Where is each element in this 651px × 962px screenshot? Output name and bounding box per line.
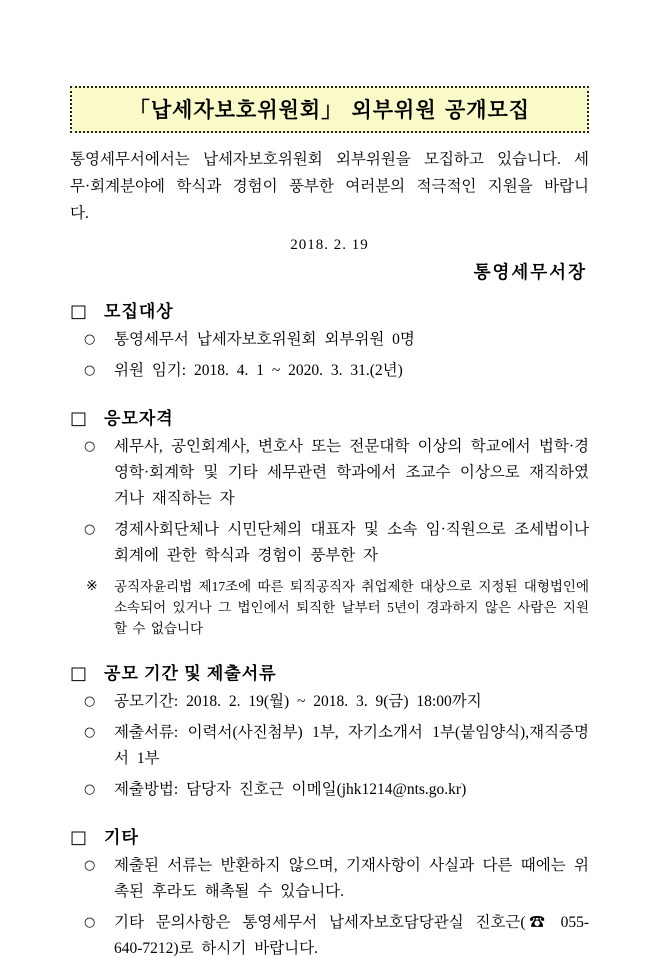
circle-marker-icon: ○ [84, 915, 96, 930]
circle-marker-icon: ○ [84, 439, 96, 454]
intro-paragraph: 통영세무서에서는 납세자보호위원회 외부위원을 모집하고 있습니다. 세무·회계분야에 학식과 경험이 풍부한 여러분의 적극적인 지원을 바랍니다. [70, 151, 589, 222]
circle-marker-icon: ○ [84, 858, 96, 873]
square-marker-icon: □ [70, 301, 89, 322]
list-item-text: 공모기간: 2018. 2. 19(월) ~ 2018. 3. 9(금) 18:00까지 [114, 693, 482, 710]
list-item [70, 910, 589, 962]
square-marker-icon: □ [70, 827, 89, 848]
list-item [70, 434, 589, 512]
circle-marker-icon: ○ [84, 725, 96, 740]
section-title: 공모 기간 및 제출서류 [104, 664, 277, 683]
footnote [70, 576, 589, 639]
list-item-text: 통영세무서 납세자보호위원회 외부위원 0명 [114, 331, 415, 348]
issuer-signature: 통영세무서장 [473, 262, 587, 282]
reference-marker-icon: ※ [86, 579, 98, 594]
list-item-text: 세무사, 공인회계사, 변호사 또는 전문대학 이상의 학교에서 법학·경영학·회계학 및 기타 세무관련 학과에서 조교수 이상으로 재직하였거나 재직하는 자 [114, 438, 589, 507]
section-qualifications [70, 404, 589, 639]
list-item [70, 777, 589, 803]
list-item-text: 제출서류: 이력서(사진첨부) 1부, 자기소개서 1부(붙임양식),재직증명서 1부 [114, 724, 589, 767]
list-item-text: 위원 임기: 2018. 4. 1 ~ 2020. 3. 31.(2년) [114, 362, 403, 379]
list-item [70, 327, 589, 353]
list-item-text: 제출방법: 담당자 진호근 이메일(jhk1214@nts.go.kr) [114, 781, 467, 798]
circle-marker-icon: ○ [84, 363, 96, 378]
title-banner [70, 86, 589, 133]
circle-marker-icon: ○ [84, 332, 96, 347]
list-item [70, 720, 589, 772]
section-etc [70, 823, 589, 962]
section-heading [70, 404, 589, 429]
circle-marker-icon: ○ [84, 782, 96, 797]
footnote-text: 공직자윤리법 제17조에 따른 퇴직공직자 취업제한 대상으로 지정된 대형법인에 소속되어 있거나 그 법인에서 퇴직한 날부터 5년이 경과하지 않은 사람은 지원할 수 없습니다 [114, 579, 589, 636]
list-item [70, 689, 589, 715]
list-item [70, 358, 589, 384]
list-item [70, 517, 589, 569]
section-heading [70, 823, 589, 848]
section-title: 기타 [104, 828, 139, 847]
section-period-documents [70, 659, 589, 803]
page-title: 「납세자보호위원회」 외부위원 공개모집 [128, 98, 531, 122]
circle-marker-icon: ○ [84, 522, 96, 537]
circle-marker-icon: ○ [84, 694, 96, 709]
section-heading [70, 659, 589, 684]
square-marker-icon: □ [70, 663, 89, 684]
square-marker-icon: □ [70, 408, 89, 429]
list-item [70, 853, 589, 905]
list-item-text: 경제사회단체나 시민단체의 대표자 및 소속 임·직원으로 조세법이나 회계에 관한 학식과 경험이 풍부한 자 [114, 521, 589, 564]
document-date: 2018. 2. 19 [290, 237, 369, 253]
section-title: 모집대상 [104, 302, 174, 321]
list-item-text: 제출된 서류는 반환하지 않으며, 기재사항이 사실과 다른 때에는 위촉된 후라도 해촉될 수 있습니다. [114, 857, 589, 900]
section-heading [70, 297, 589, 322]
section-title: 응모자격 [104, 409, 174, 428]
list-item-text: 기타 문의사항은 통영세무서 납세자보호담당관실 진호근(☎ 055-640-7212)로 하시기 바랍니다. [114, 914, 589, 957]
section-recruit-target [70, 297, 589, 384]
